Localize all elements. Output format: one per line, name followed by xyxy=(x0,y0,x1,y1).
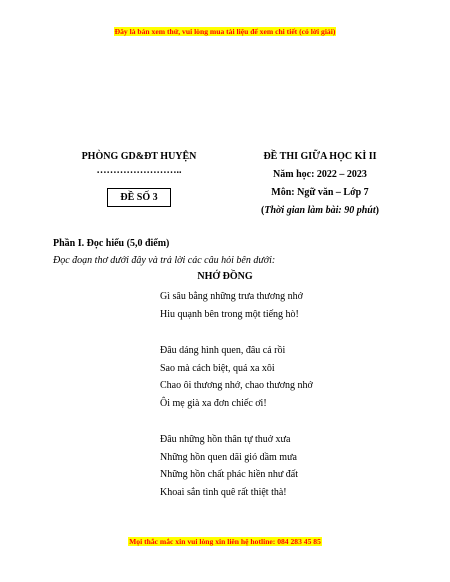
time-limit xyxy=(238,204,402,222)
section-title: Phần I. Đọc hiểu (5,0 điểm) xyxy=(53,238,170,249)
poem-stanza xyxy=(160,344,313,414)
exam-number-box: ĐỀ SỐ 3 xyxy=(107,188,170,207)
school-year: Năm học: 2022 – 2023 xyxy=(273,169,367,180)
poem-line: Chao ôi thương nhớ, chao thương nhớ xyxy=(160,380,313,391)
preview-notice-banner xyxy=(0,27,450,36)
hotline-banner xyxy=(0,537,450,546)
header-left-block xyxy=(70,150,208,207)
time-limit-label: Thời gian làm bài: 90 phút xyxy=(264,205,376,216)
subject-line: Môn: Ngữ văn – Lớp 7 xyxy=(271,187,369,198)
time-close-paren: ) xyxy=(375,205,379,216)
poem-line: Đâu những hồn thân tự thuở xưa xyxy=(160,434,291,445)
poem-title: NHỚ ĐỒNG xyxy=(197,271,253,282)
header-right-block xyxy=(238,150,402,222)
poem-line: Những hồn quen dãi gió dầm mưa xyxy=(160,451,297,463)
hotline-text: Mọi thắc mắc xin vui lòng xin liên hệ hotline: 084 283 45 85 xyxy=(129,537,321,546)
time-open-paren: ( xyxy=(261,205,265,216)
poem-line: Khoai sắn tình quê rất thiệt thà! xyxy=(160,486,287,498)
poem-stanza xyxy=(160,290,313,325)
poem-line: Gì sâu bằng những trưa thương nhớ xyxy=(160,291,303,302)
preview-notice-text: Đây là bản xem thử, vui lòng mua tài liệu để xem chi tiết (có lời giải) xyxy=(114,27,336,36)
poem-line: Sao mà cách biệt, quá xa xôi xyxy=(160,362,275,374)
poem-body xyxy=(160,290,313,522)
education-office-name: PHÒNG GD&ĐT HUYỆN xyxy=(81,151,197,162)
poem-line: Những hồn chất phác hiền như đất xyxy=(160,469,299,480)
section-instruction: Đọc đoạn thơ dưới đây và trả lời các câu hỏi bên dưới: xyxy=(53,255,276,266)
poem-line: Ôi mẹ già xa đơn chiếc ơi! xyxy=(160,397,267,409)
poem-line: Đâu dáng hình quen, đâu cả rồi xyxy=(160,345,286,356)
poem-line: Hiu quạnh bên trong một tiếng hò! xyxy=(160,308,299,320)
poem-stanza xyxy=(160,433,313,503)
district-placeholder-dots: …………………….. xyxy=(96,165,182,176)
exam-title: ĐỀ THI GIỮA HỌC KÌ II xyxy=(263,151,377,162)
